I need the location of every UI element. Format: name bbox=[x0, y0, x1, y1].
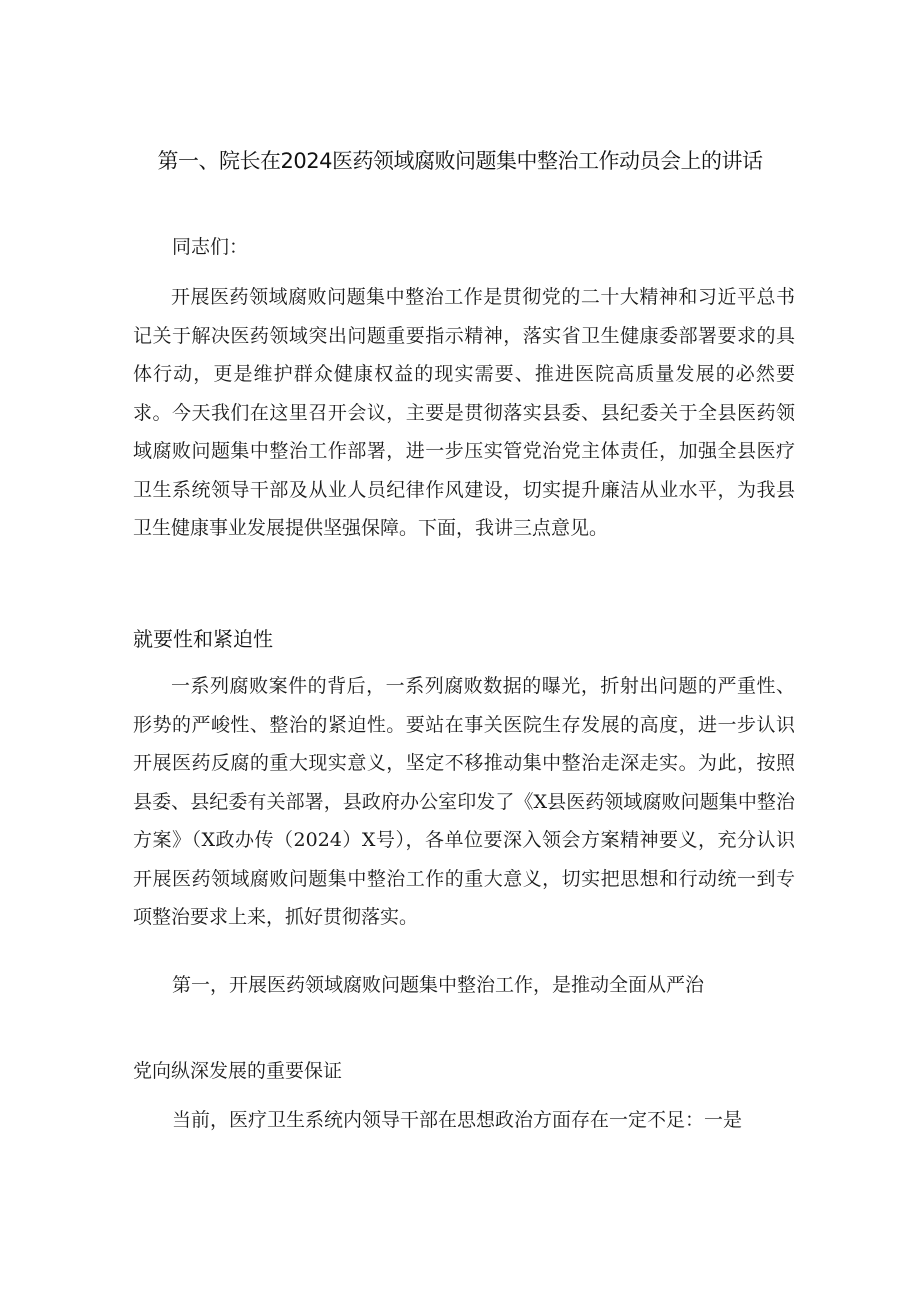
paragraph-intro: 开展医药领域腐败问题集中整治工作是贯彻党的二十大精神和习近平总书记关于解决医药领域突出问题重要指示精神，落实省卫生健康委部署要求的具体行动，更是维护群众健康权益的现实需要、推进医院高质量发展的必然要求。今天我们在这里召开会议，主要是贯彻落实县委、县纪委关于全县医药领域腐败问题集中整治工作部署，进一步压实管党治党主体责任，加强全县医疗卫生系统领导干部及从业人员纪律作风建设，切实提升廉洁从业水平，为我县卫生健康事业发展提供坚强保障。下面，我讲三点意见。 bbox=[133, 286, 795, 539]
paragraph-urgency: 一系列腐败案件的背后，一系列腐败数据的曝光，折射出问题的严重性、形势的严峻性、整治的紧迫性。要站在事关医院生存发展的高度，进一步认识开展医药反腐的重大现实意义，坚定不移推动集中整治走深走实。为此，按照县委、县纪委有关部署，县政府办公室印发了《X县医药领域腐败问题集中整治方案》（X政办传（2024）X号），各单位要深入领会方案精神要义，充分认识开展医药领域腐败问题集中整治工作的重大意义，切实把思想和行动统一到专项整治要求上来，抓好贯彻落实。 bbox=[133, 675, 795, 928]
salutation: 同志们： bbox=[172, 236, 249, 258]
point-one-line-b: 党向纵深发展的重要保证 bbox=[133, 1060, 343, 1082]
section-heading: 就要性和紧迫性 bbox=[133, 627, 273, 651]
point-one-line-a: 第一，开展医药领域腐败问题集中整治工作，是推动全面从严治 bbox=[172, 974, 705, 996]
paragraph-current-start: 当前，医疗卫生系统内领导干部在思想政治方面存在一定不足：一是 bbox=[172, 1109, 743, 1131]
document-title: 第一、院长在2024医药领域腐败问题集中整治工作动员会上的讲话 bbox=[157, 149, 763, 173]
